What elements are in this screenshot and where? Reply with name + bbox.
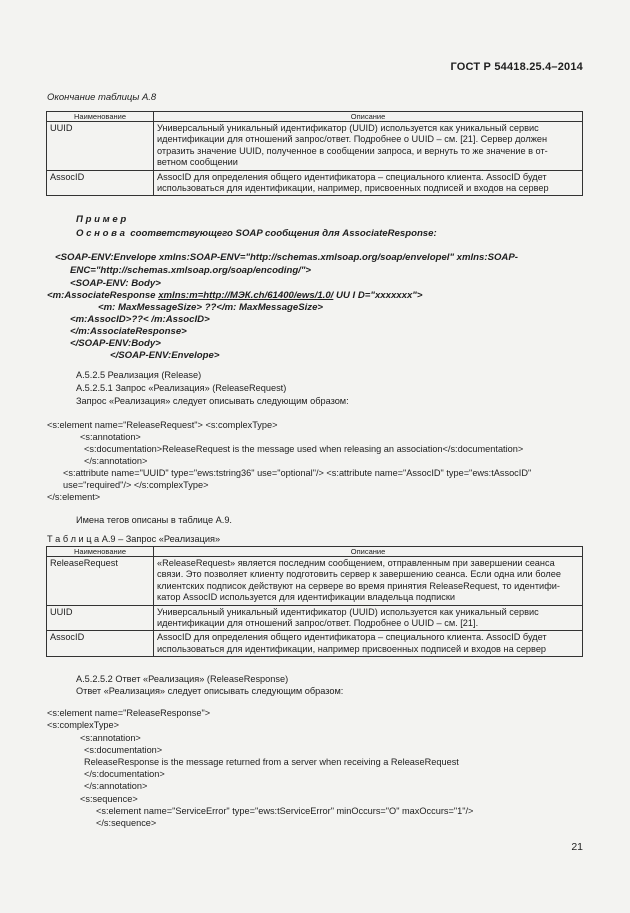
section-subheading: А.5.2.5.1 Запрос «Реализация» (ReleaseRequest) <box>76 383 287 393</box>
table-a9-caption <box>47 534 220 544</box>
description-line: идентификации для отношений запрос/ответ. Подробнее о UUID – см. [21]. Сервер должен <box>157 134 548 145</box>
column-header-name: Наименование <box>47 112 154 122</box>
description-line: отразить значение UUID, полученное в сообщении запроса, и вернуть то же значение в от- <box>157 145 548 156</box>
description-line: AssocID для определения общего идентификатора – специального клиента. AssocID будет <box>157 171 547 182</box>
description-line: клиентских подписок действуют на сервере во время принятия ReleaseRequest, то идентифи- <box>157 580 560 591</box>
soap-line: </m:AssociateResponse> <box>70 326 187 337</box>
code-line: <s:documentation>ReleaseRequest is the message used when releasing an association</s:documentation> <box>84 444 524 454</box>
description-line: связи. Это позволяет клиенту подготовить сервер к завершению сеанса. Если одна или более <box>157 569 561 580</box>
basis-word: О с н о в а <box>76 228 125 239</box>
cell-name: UUID <box>47 605 154 631</box>
column-header-description: Описание <box>154 112 583 122</box>
code-line: </s:element> <box>47 492 101 502</box>
description-line: катор AssocID используется для идентификации владельца подписки <box>157 592 455 603</box>
cell-description <box>154 605 583 631</box>
code-line: <s:element name="ReleaseRequest"> <s:complexType> <box>47 420 278 430</box>
table-row <box>47 557 583 606</box>
table-row <box>47 122 583 171</box>
description-line: AssocID для определения общего идентификатора – специального клиента. AssocID будет <box>157 632 547 643</box>
description-line: «ReleaseRequest» является последним сообщением, отправленным при завершении сеанса <box>157 558 555 568</box>
section-intro: Ответ «Реализация» следует описывать следующим образом: <box>76 686 344 696</box>
cell-description <box>154 631 583 657</box>
soap-line <box>47 290 422 301</box>
description-line: Универсальный уникальный идентификатор (UUID) используется как уникальный сервис <box>157 123 539 133</box>
soap-segment: UU I D="xxxxxxx"> <box>336 290 423 301</box>
column-header-description: Описание <box>154 547 583 557</box>
cell-name: AssocID <box>47 170 154 196</box>
table-header-row <box>47 547 583 557</box>
code-line: </s:annotation> <box>84 456 148 466</box>
description-line: ветном сообщении <box>157 157 238 168</box>
code-line: </s:annotation> <box>84 781 148 791</box>
description-line: использоваться для идентификации, например присвоенных подписей и входов на сервер <box>157 643 547 654</box>
soap-line: </SOAP-ENV:Body> <box>70 338 161 349</box>
caption-word: Т а б л и ц а <box>47 534 100 544</box>
tags-note: Имена тегов описаны в таблице А.9. <box>76 515 232 525</box>
cell-description <box>154 557 583 606</box>
soap-line: <m: MaxMessageSize> ??</m: MaxMessageSize> <box>98 302 324 313</box>
code-line: <s:annotation> <box>80 432 141 442</box>
code-line: </s:sequence> <box>96 818 157 828</box>
code-line: <s:complexType> <box>47 720 120 730</box>
column-header-name: Наименование <box>47 547 154 557</box>
code-line: <s:documentation> <box>84 745 163 755</box>
basis-rest: соответствующего SOAP сообщения для AssociateResponse: <box>130 228 437 239</box>
code-line: <s:element name="ServiceError" type="ews:tServiceError" minOccurs="O" maxOccurs="1"/> <box>96 806 474 816</box>
code-line: ReleaseResponse is the message returned from a server when receiving a ReleaseRequest <box>84 757 459 767</box>
soap-line: </SOAP-ENV:Envelope> <box>110 350 220 361</box>
soap-segment: <m:AssociateResponse <box>47 290 156 301</box>
section-intro: Запрос «Реализация» следует описывать следующим образом: <box>76 396 349 406</box>
cell-description <box>154 122 583 171</box>
soap-line: ENC="http://schemas.xmlsoap.org/soap/encoding/"> <box>70 265 311 276</box>
example-basis <box>76 228 437 239</box>
description-line: использоваться для идентификации, например, присвоенных подписей и входов на сервер <box>157 183 549 194</box>
cell-description <box>154 170 583 196</box>
cell-name: UUID <box>47 122 154 171</box>
description-line: идентификации для отношений запрос/ответ. Подробнее о UUID – см. [21]. <box>157 618 479 629</box>
example-label: П р и м е р <box>76 214 127 225</box>
description-line: Универсальный уникальный идентификатор (UUID) используется как уникальный сервис <box>157 606 539 617</box>
soap-line: <SOAP-ENV:Envelope xmlns:SOAP-ENV="http://schemas.xmlsoap.org/soap/envelopel" xmlns:SOAP- <box>55 252 518 263</box>
code-line: use="required"/> </s:complexType> <box>63 480 209 490</box>
code-line: <s:sequence> <box>80 794 138 804</box>
soap-namespace-link: xmlns:m=http://МЭК.ch/61400/ews/1.0/ <box>158 290 334 301</box>
table-a8-caption: Окончание таблицы А.8 <box>47 92 157 103</box>
code-line: </s:documentation> <box>84 769 165 779</box>
cell-name: ReleaseRequest <box>47 557 154 606</box>
soap-line: <SOAP-ENV: Body> <box>70 278 161 289</box>
document-code: ГОСТ Р 54418.25.4–2014 <box>450 61 583 73</box>
table-row <box>47 605 583 631</box>
code-line: <s:element name="ReleaseResponse"> <box>47 708 211 718</box>
caption-rest: А.9 – Запрос «Реализация» <box>101 534 221 544</box>
page-number: 21 <box>571 841 583 853</box>
table-a9 <box>46 546 583 657</box>
section-heading: А.5.2.5 Реализация (Release) <box>76 370 202 380</box>
section-heading: А.5.2.5.2 Ответ «Реализация» (ReleaseResponse) <box>76 674 289 684</box>
code-line: <s:annotation> <box>80 733 141 743</box>
table-row <box>47 631 583 657</box>
table-header-row <box>47 112 583 122</box>
table-a8 <box>46 111 583 196</box>
table-row <box>47 170 583 196</box>
code-line: <s:attribute name="UUID" type="ews:tstring36" use="optional"/> <s:attribute name="AssocID" type="ews:tAssocID" <box>63 468 532 478</box>
soap-line: <m:AssocID>??< /m:AssocID> <box>70 314 210 325</box>
cell-name: AssocID <box>47 631 154 657</box>
